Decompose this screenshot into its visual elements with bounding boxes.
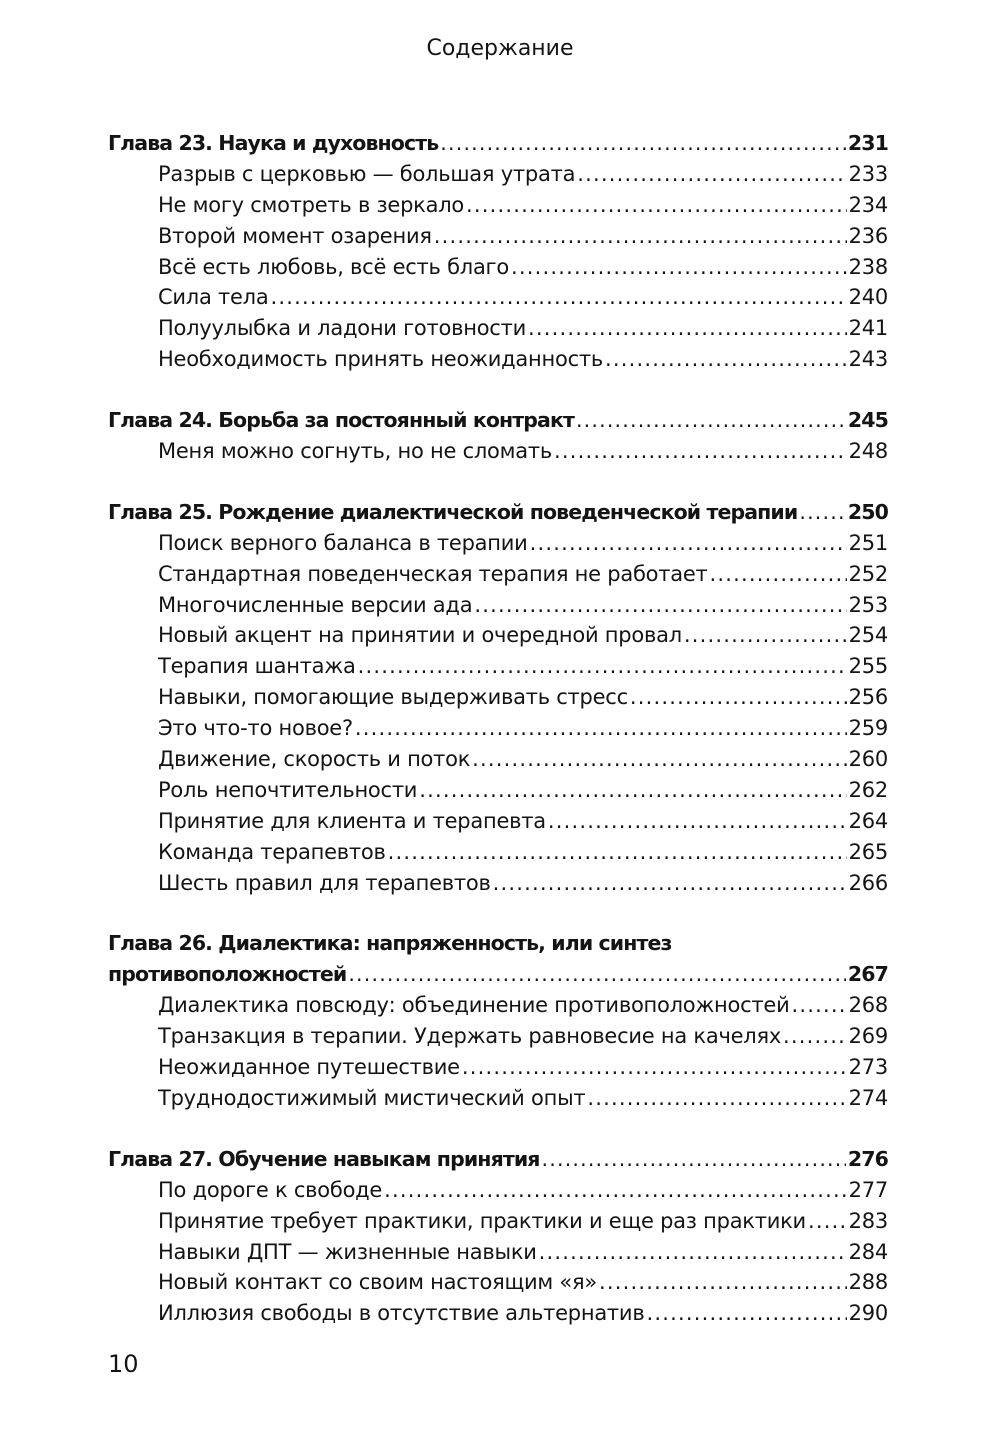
section-page-number: 277: [848, 1177, 888, 1202]
section-page-number: 268: [848, 993, 888, 1018]
chapter-title-row[interactable]: [108, 497, 888, 528]
dot-leader: [684, 620, 847, 651]
dot-leader: [388, 837, 847, 868]
toc-entry[interactable]: [108, 775, 888, 806]
section-title: Многочисленные версии ада: [158, 592, 473, 617]
section-title: Это что-то новое?: [158, 716, 353, 741]
chapter-title: Глава 25. Рождение диалектической поведенческой терапии: [108, 499, 798, 524]
section-page-number: 234: [848, 192, 888, 217]
section-page-number: 269: [848, 1024, 888, 1049]
chapter-page-number: 250: [847, 499, 888, 524]
section-page-number: 288: [848, 1270, 888, 1295]
toc-entry[interactable]: [108, 744, 888, 775]
page-number: 10: [108, 1350, 139, 1378]
toc-entry[interactable]: [108, 559, 888, 590]
chapter-title: Глава 27. Обучение навыкам принятия: [108, 1146, 540, 1171]
chapter-25: [108, 497, 888, 899]
dot-leader: [630, 682, 847, 713]
section-page-number: 253: [848, 592, 888, 617]
toc-entry[interactable]: [108, 1175, 888, 1206]
section-title: Стандартная поведенческая терапия не работает: [158, 561, 708, 586]
dot-leader: [355, 713, 847, 744]
dot-leader: [434, 221, 847, 252]
section-page-number: 255: [848, 654, 888, 679]
section-page-number: 252: [848, 561, 888, 586]
section-title: Навыки ДПТ — жизненные навыки: [158, 1239, 537, 1264]
section-title: Роль непочтительности: [158, 777, 418, 802]
section-page-number: 243: [848, 347, 888, 372]
section-title: Труднодостижимый мистический опыт: [158, 1085, 586, 1110]
toc-entry[interactable]: [108, 806, 888, 837]
toc-entry[interactable]: [108, 1052, 888, 1083]
chapter-24: [108, 405, 888, 467]
dot-leader: [542, 1144, 846, 1175]
page-header-title: Содержание: [426, 36, 574, 61]
toc-entry[interactable]: [108, 159, 888, 190]
section-title: Неожиданное путешествие: [158, 1055, 460, 1080]
chapter-27: [108, 1144, 888, 1329]
section-title: Полуулыбка и ладони готовности: [158, 316, 526, 341]
chapter-title-row[interactable]: [108, 1144, 888, 1175]
toc-entry[interactable]: [108, 1237, 888, 1268]
chapter-title-row[interactable]: [108, 405, 888, 436]
toc-entry[interactable]: [108, 590, 888, 621]
section-title: Транзакция в терапии. Удержать равновесие на качелях: [158, 1024, 782, 1049]
dot-leader: [554, 436, 847, 467]
toc-entry[interactable]: [108, 344, 888, 375]
toc-entry[interactable]: [108, 837, 888, 868]
section-title: Поиск верного баланса в терапии: [158, 530, 528, 555]
section-page-number: 265: [848, 839, 888, 864]
section-page-number: 240: [848, 285, 888, 310]
section-title: Разрыв с церковью — большая утрата: [158, 161, 576, 186]
toc-entry[interactable]: [108, 713, 888, 744]
toc-entry[interactable]: [108, 1267, 888, 1298]
dot-leader: [605, 344, 847, 375]
section-title: По дороге к свободе: [158, 1177, 383, 1202]
dot-leader: [599, 1267, 847, 1298]
chapter-title: Глава 24. Борьба за постоянный контракт: [108, 408, 574, 433]
toc-entry[interactable]: [108, 1083, 888, 1114]
section-page-number: 254: [848, 623, 888, 648]
dot-leader: [358, 651, 847, 682]
dot-leader: [493, 868, 847, 899]
dot-leader: [799, 497, 846, 528]
dot-leader: [462, 1052, 847, 1083]
dot-leader: [808, 1206, 847, 1237]
dot-leader: [472, 744, 846, 775]
chapter-26: [108, 928, 888, 1113]
section-page-number: 264: [848, 808, 888, 833]
section-title: Новый акцент на принятии и очередной провал: [158, 623, 682, 648]
toc-entry[interactable]: [108, 1021, 888, 1052]
dot-leader: [384, 1175, 847, 1206]
dot-leader: [348, 959, 846, 990]
chapter-title-row[interactable]: [108, 128, 888, 159]
section-page-number: 241: [848, 316, 888, 341]
toc-entry[interactable]: [108, 620, 888, 651]
toc-entry[interactable]: [108, 190, 888, 221]
toc-entry[interactable]: [108, 990, 888, 1021]
chapter-page-number: 267: [847, 962, 888, 987]
chapter-title: Глава 23. Наука и духовность: [108, 131, 439, 155]
section-title: Диалектика повсюду: объединение противоположностей: [158, 993, 790, 1018]
section-title: Меня можно согнуть, но не сломать: [158, 439, 552, 464]
toc-entry[interactable]: [108, 868, 888, 899]
dot-leader: [646, 1298, 846, 1329]
section-title: Терапия шантажа: [158, 654, 356, 679]
section-page-number: 290: [848, 1301, 888, 1326]
section-page-number: 233: [848, 161, 888, 186]
dot-leader: [710, 559, 847, 590]
toc-entry[interactable]: [108, 313, 888, 344]
chapter-title-row[interactable]: [108, 959, 888, 990]
dot-leader: [792, 990, 847, 1021]
section-page-number: 236: [848, 223, 888, 248]
dot-leader: [528, 313, 847, 344]
section-title: Не могу смотреть в зеркало: [158, 192, 465, 217]
chapter-page-number: 276: [847, 1146, 888, 1171]
chapter-title-line1[interactable]: Глава 26. Диалектика: напряженность, или синтез: [108, 931, 672, 956]
dot-leader: [466, 190, 847, 221]
section-page-number: 248: [848, 439, 888, 464]
section-page-number: 284: [848, 1239, 888, 1264]
dot-leader: [474, 590, 846, 621]
section-page-number: 260: [848, 747, 888, 772]
section-title: Движение, скорость и поток: [158, 747, 471, 772]
toc-entry[interactable]: [108, 436, 888, 467]
section-title: Сила тела: [158, 285, 269, 310]
dot-leader: [440, 128, 846, 159]
toc-entry[interactable]: [108, 1206, 888, 1237]
toc-entry[interactable]: [108, 528, 888, 559]
section-title: Команда терапевтов: [158, 839, 386, 864]
dot-leader: [270, 282, 846, 313]
dot-leader: [783, 1021, 847, 1052]
section-page-number: 251: [848, 530, 888, 555]
chapter-title-line2: противоположностей: [108, 962, 347, 987]
chapter-page-number: 231: [847, 131, 888, 155]
section-page-number: 274: [848, 1085, 888, 1110]
section-title: Навыки, помогающие выдерживать стресс: [158, 685, 628, 710]
dot-leader: [419, 775, 846, 806]
toc-entry[interactable]: [108, 1298, 888, 1329]
section-page-number: 273: [848, 1055, 888, 1080]
section-page-number: 262: [848, 777, 888, 802]
section-page-number: 256: [848, 685, 888, 710]
dot-leader: [548, 806, 847, 837]
chapter-23: [108, 128, 888, 375]
section-title: Шесть правил для терапевтов: [158, 870, 491, 895]
dot-leader: [576, 405, 846, 436]
toc-entry[interactable]: [108, 252, 888, 283]
dot-leader: [587, 1083, 846, 1114]
toc-entry[interactable]: [108, 221, 888, 252]
chapter-page-number: 245: [847, 408, 888, 433]
dot-leader: [577, 159, 846, 190]
table-of-contents: [108, 128, 888, 1359]
dot-leader: [511, 252, 847, 283]
section-title: Иллюзия свободы в отсутствие альтернатив: [158, 1301, 645, 1326]
section-title: Всё есть любовь, всё есть благо: [158, 254, 509, 279]
dot-leader: [530, 528, 847, 559]
dot-leader: [539, 1237, 847, 1268]
section-title: Необходимость принять неожиданность: [158, 347, 603, 372]
section-page-number: 266: [848, 870, 888, 895]
toc-entry[interactable]: [108, 651, 888, 682]
toc-entry[interactable]: [108, 282, 888, 313]
section-title: Принятие требует практики, практики и еще раз практики: [158, 1208, 806, 1233]
section-title: Второй момент озарения: [158, 223, 432, 248]
section-title: Принятие для клиента и терапевта: [158, 808, 546, 833]
section-page-number: 238: [848, 254, 888, 279]
section-title: Новый контакт со своим настоящим «я»: [158, 1270, 598, 1295]
section-page-number: 283: [848, 1208, 888, 1233]
toc-entry[interactable]: [108, 682, 888, 713]
section-page-number: 259: [848, 716, 888, 741]
